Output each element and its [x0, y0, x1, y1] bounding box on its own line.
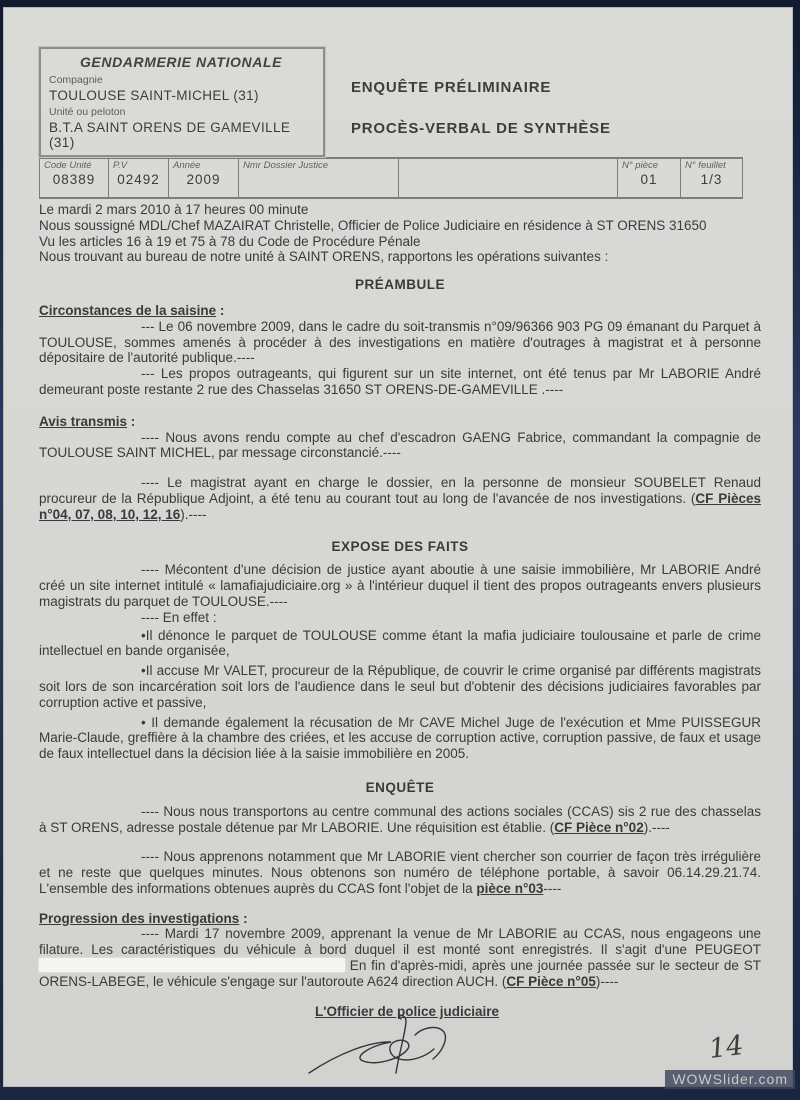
heading-expose: EXPOSE DES FAITS: [331, 538, 469, 554]
cell-dossier-justice: [239, 159, 399, 197]
enquete1-text: ---- Nous nous transportons au centre communal des actions sociales (CCAS) sis 2 rue des chasselas à ST ORENS, adresse postale détenue par Mr LABORIE. Une réquisition est établie. (: [39, 803, 761, 835]
piece-label: N° pièce: [622, 160, 659, 171]
document-body: [39, 202, 761, 1077]
doc-title-enquete: ENQUÊTE PRÉLIMINAIRE: [351, 79, 552, 96]
document-titles: [351, 47, 611, 137]
unite-label: Unité ou peloton: [49, 106, 126, 118]
feuillet-value: 1/3: [700, 172, 723, 187]
bullet-accuse-valet: •Il accuse Mr VALET, procureur de la République, de couvrir le crime organisé par différents magistrats soit lors de son incarcération soit lors de l'audience dans le seul but d'obtenir des décisions judiciaires favorables par corruption active et passive,: [39, 663, 761, 710]
cell-num-feuillet: [681, 159, 743, 197]
unite-value: B.T.A SAINT ORENS DE GAMEVILLE (31): [49, 120, 291, 150]
subheading-progression: [39, 911, 761, 927]
unit-header-box: [39, 47, 325, 157]
doc-title-pv: PROCÈS-VERBAL DE SYNTHÈSE: [351, 120, 611, 137]
cell-annee: [169, 159, 239, 197]
handwritten-page-number: 14: [706, 1030, 745, 1065]
avis-colon: :: [127, 413, 136, 429]
avis2-tail: ).----: [180, 506, 207, 522]
paragraph-saisine-2: --- Les propos outrageants, qui figurent sur un site internet, ont été tenus par Mr LABORIE André demeurant poste restante 2 rue des Chasselas 31650 ST ORENS-DE-GAMEVILLE .----: [39, 366, 761, 397]
cell-pv: [109, 159, 169, 197]
code-unite-value: 08389: [52, 172, 96, 187]
filature-text-a: ---- Mardi 17 novembre 2009, apprenant la venue de Mr LABORIE au CCAS, nous engageons une filature. Les caractéristiques du véhicule à bord duquel il est monté sont enregistrés. Il s'agit d'une PEUGEOT: [39, 926, 761, 958]
paragraph-expose-1: ---- Mécontent d'une décision de justice ayant aboutie à une saisie immobilière, Mr LABORIE André créé un site internet intitulé « lamafiajudiciaire.org » à l'intérieur duquel il tient des propos outrageants envers plusieurs magistrats du parquet de TOULOUSE.----: [39, 562, 761, 609]
bullet-recusation: • Il demande également la récusation de Mr CAVE Michel Juge de l'exécution et Mme PUISSEGUR Marie-Claude, greffière à la chambre des criées, et les accuse de corruption active, corruption passive, de faux et usage de faux intellectuel dans la décision liée à la saisie immobilière en 2005.: [39, 714, 761, 762]
paragraph-avis-2: [39, 475, 761, 522]
intro-line-date: Le mardi 2 mars 2010 à 17 heures 00 minute: [39, 202, 309, 217]
dossier-label: Nmr Dossier Justice: [243, 160, 328, 171]
signature-title: L'Officier de police judiciaire: [314, 1003, 499, 1019]
avis2-text: ---- Le magistrat ayant en charge le dossier, en la personne de monsieur SOUBELET Renaud procureur de la République Adjoint, a été tenu au courant tout au long de l'avancée de nos investigations. (: [39, 475, 761, 506]
intro-line-articles: Vu les articles 16 à 19 et 75 à 78 du Code de Procédure Pénale: [39, 233, 421, 249]
watermark-link[interactable]: WOWSlider.com: [665, 1070, 795, 1089]
ref-piece-03: pièce n°03: [476, 880, 544, 896]
saisine-heading-text: Circonstances de la saisine: [39, 302, 217, 318]
reference-table: [39, 157, 743, 199]
saisine-colon: :: [216, 302, 225, 318]
subheading-avis: [39, 414, 761, 430]
heading-enquete: ENQUÊTE: [365, 779, 435, 795]
enquete1-tail: ).----: [643, 819, 670, 835]
org-title: GENDARMERIE NATIONALE: [79, 54, 283, 70]
intro-line-bureau: Nous trouvant au bureau de notre unité à SAINT ORENS, rapportons les opérations suivantes :: [39, 249, 609, 265]
annee-label: Année: [173, 160, 201, 171]
ref-piece-02: CF Pièce n°02: [554, 819, 644, 835]
feuillet-label: N° feuillet: [685, 160, 726, 171]
paragraph-avis-1: ---- Nous avons rendu compte au chef d'escadron GAENG Fabrice, commandant la compagnie de TOULOUSE SAINT MICHEL, par message circonstancié.----: [39, 429, 761, 461]
paragraph-enquete-2: [39, 849, 761, 896]
paragraph-filature: [39, 926, 761, 989]
document-header: [39, 47, 761, 157]
subheading-saisine: [39, 303, 761, 319]
ref-piece-05: CF Pièce n°05: [506, 973, 596, 989]
enquete2-text: ---- Nous apprenons notamment que Mr LABORIE vient chercher son courrier de façon très irrégulière et ne reste que quelques minutes. Nous obtenons son numéro de téléphone portable, à savoir 06.14.29.21.74. L'ensemble des informations obtenues auprès du CCAS font l'objet de la: [39, 849, 761, 896]
heading-preambule: PRÉAMBULE: [354, 277, 445, 293]
intro-line-officer: Nous soussigné MDL/Chef MAZAIRAT Christelle, Officier de Police Judiciaire en résidence à ST ORENS 31650: [39, 217, 707, 233]
paragraph-en-effet: ---- En effet :: [141, 609, 217, 625]
bullet-denonce: •Il dénonce le parquet de TOULOUSE comme étant la mafia judiciaire toulousaine et parle de crime intellectuel en bande organisée,: [39, 627, 761, 659]
signature-block: [39, 1004, 761, 1078]
cell-num-piece: [617, 159, 681, 197]
paragraph-saisine-1: --- Le 06 novembre 2009, dans le cadre du soit-transmis n°09/96366 903 PG 09 émanant du Parquet à TOULOUSE, sommes amenés à procéder à des investigations en matière d'outrages à magistrat et à personne dépositaire de l'autorité publique.----: [39, 318, 761, 366]
filature-tail: )----: [595, 973, 619, 989]
progression-colon: :: [239, 910, 248, 926]
redacted-vehicle-plate: [39, 958, 345, 972]
piece-value: 01: [640, 172, 658, 187]
paragraph-enquete-1: [39, 804, 761, 836]
annee-value: 2009: [186, 172, 221, 187]
table-gap: [399, 159, 617, 197]
ref-pieces-04-16: CF Pièces n°04, 07, 08, 10, 12, 16: [39, 490, 761, 522]
pv-value: 02492: [117, 172, 160, 187]
enquete2-tail: ----: [543, 880, 562, 896]
compagnie-value: TOULOUSE SAINT-MICHEL (31): [49, 88, 259, 103]
filature-text-b: En fin d'après-midi, après une journée passée sur le secteur de ST ORENS-LABEGE, le véhicule s'engage sur l'autoroute A624 direction AUCH. (: [39, 958, 761, 989]
signature-scribble: [295, 1015, 505, 1077]
code-unite-label: Code Unité: [44, 160, 92, 171]
avis-heading-text: Avis transmis: [39, 413, 128, 429]
pv-label: P.V: [113, 160, 128, 171]
cell-code-unite: [39, 159, 109, 197]
progression-heading-text: Progression des investigations: [39, 910, 240, 926]
document-page: [3, 7, 793, 1087]
compagnie-label: Compagnie: [49, 74, 103, 86]
